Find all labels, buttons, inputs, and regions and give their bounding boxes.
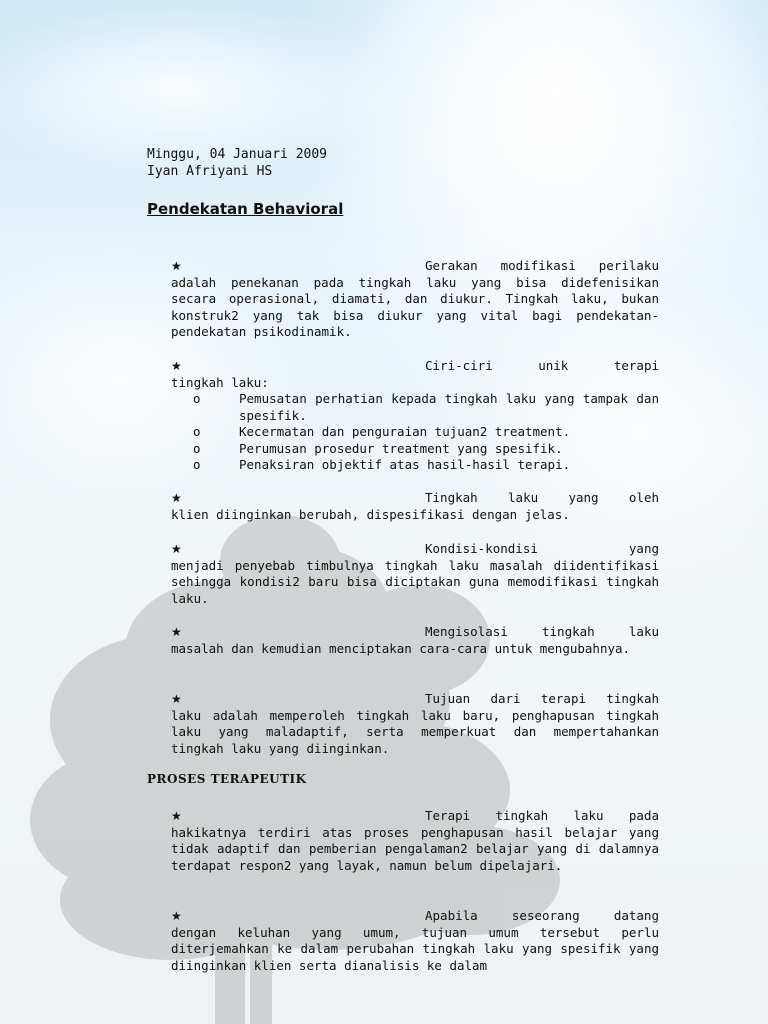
sub-list-item: o Kecermatan dan penguraian tujuan2 treatment.	[193, 424, 571, 439]
lead-word: dari	[490, 691, 521, 706]
lead-word: terapi	[613, 358, 659, 373]
sub-list-item: o Perumusan prosedur treatment yang spesifik.	[193, 440, 563, 456]
lead-word: perilaku	[598, 258, 659, 273]
sub-list-item: o Pemusatan perhatian kepada tingkah laku yang tampak dan spesifik.	[193, 391, 659, 423]
star-bullet-icon: ★	[171, 692, 182, 706]
section-heading: PROSES TERAPEUTIK	[147, 772, 307, 786]
lead-word: tingkah	[606, 691, 659, 706]
list-item	[171, 490, 659, 523]
circle-bullet-icon: o	[193, 440, 201, 456]
item-text: menjadi penyebab timbulnya tingkah laku masalah diidentifikasi sehingga kondisi2 baru bisa diciptakan guna memodifikasi tingkah laku.	[171, 557, 659, 606]
lead-word: tingkah	[542, 624, 595, 639]
lead-word: yang	[628, 541, 659, 556]
item-text: adalah penekanan pada tingkah laku yang bisa didefenisikan secara operasional, diamati, dan diukur. Tingkah laku, bukan konstruk2 yang tak bisa diukur yang vital bagi pendekatan-pendekatan psikodinamik.	[171, 274, 659, 339]
lead-word: Apabila	[425, 908, 478, 923]
lead-word: Gerakan	[425, 258, 478, 273]
document-title: Pendekatan Behavioral	[147, 200, 344, 218]
circle-bullet-icon: o	[193, 457, 201, 472]
star-bullet-icon: ★	[171, 909, 182, 923]
star-bullet-icon: ★	[171, 542, 182, 556]
star-bullet-icon: ★	[171, 625, 182, 639]
item-text: masalah dan kemudian menciptakan cara-cara untuk mengubahnya.	[171, 640, 631, 656]
lead-word: unik	[538, 358, 569, 373]
item-text: dengan keluhan yang umum, tujuan umum tersebut perlu diterjemahkan ke dalam perubahan tingkah laku yang spesifik yang diinginkan klien serta dianalisis ke dalam	[171, 924, 659, 973]
lead-word: laku	[628, 624, 659, 639]
item-text: laku adalah memperoleh tingkah laku baru, penghapusan tingkah laku yang maladaptif, serta memperkuat dan mempertahankan tingkah laku yang diinginkan.	[171, 707, 659, 756]
lead-word: Tingkah	[425, 490, 478, 505]
document-date: Minggu, 04 Januari 2009	[147, 147, 328, 162]
star-bullet-icon: ★	[171, 359, 182, 373]
lead-word: Ciri-ciri	[425, 358, 493, 373]
lead-word: Mengisolasi	[425, 624, 508, 639]
lead-word: laku	[508, 490, 539, 505]
lead-word: oleh	[628, 490, 659, 505]
item-text: tingkah laku:	[171, 374, 269, 390]
circle-bullet-icon: o	[193, 391, 201, 406]
list-item	[171, 624, 659, 657]
item-text: hakikatnya terdiri atas proses penghapusan hasil belajar yang tidak adaptif dan pemberian pengalaman2 belajar yang di dalamnya terdapat respon2 yang layak, namun belum dipelajari.	[171, 824, 659, 873]
lead-word: datang	[613, 908, 659, 923]
lead-word: Tujuan	[425, 691, 471, 706]
lead-word: modifikasi	[500, 258, 576, 273]
lead-word: Terapi	[425, 808, 471, 823]
sub-list-item: o Penaksiran objektif atas hasil-hasil terapi.	[193, 457, 571, 472]
circle-bullet-icon: o	[193, 424, 201, 439]
lead-word: pada	[628, 808, 659, 823]
sub-list	[171, 391, 659, 474]
lead-word: seseorang	[511, 908, 580, 923]
list-item	[171, 358, 659, 474]
lead-word: tingkah	[495, 808, 549, 823]
star-bullet-icon: ★	[171, 809, 182, 823]
list-item	[171, 691, 659, 757]
list-item	[171, 258, 659, 341]
item-text: klien diinginkan berubah, dispesifikasi dengan jelas.	[171, 506, 570, 522]
lead-word: terapi	[540, 691, 587, 706]
list-item	[171, 808, 659, 874]
star-bullet-icon: ★	[171, 491, 182, 505]
list-item	[171, 541, 659, 607]
lead-word: yang	[568, 490, 599, 505]
lead-word: laku	[573, 808, 604, 823]
document-author: Iyan Afriyani HS	[147, 164, 273, 179]
list-item	[171, 908, 659, 974]
star-bullet-icon: ★	[171, 259, 182, 273]
lead-word: Kondisi-kondisi	[425, 541, 538, 556]
